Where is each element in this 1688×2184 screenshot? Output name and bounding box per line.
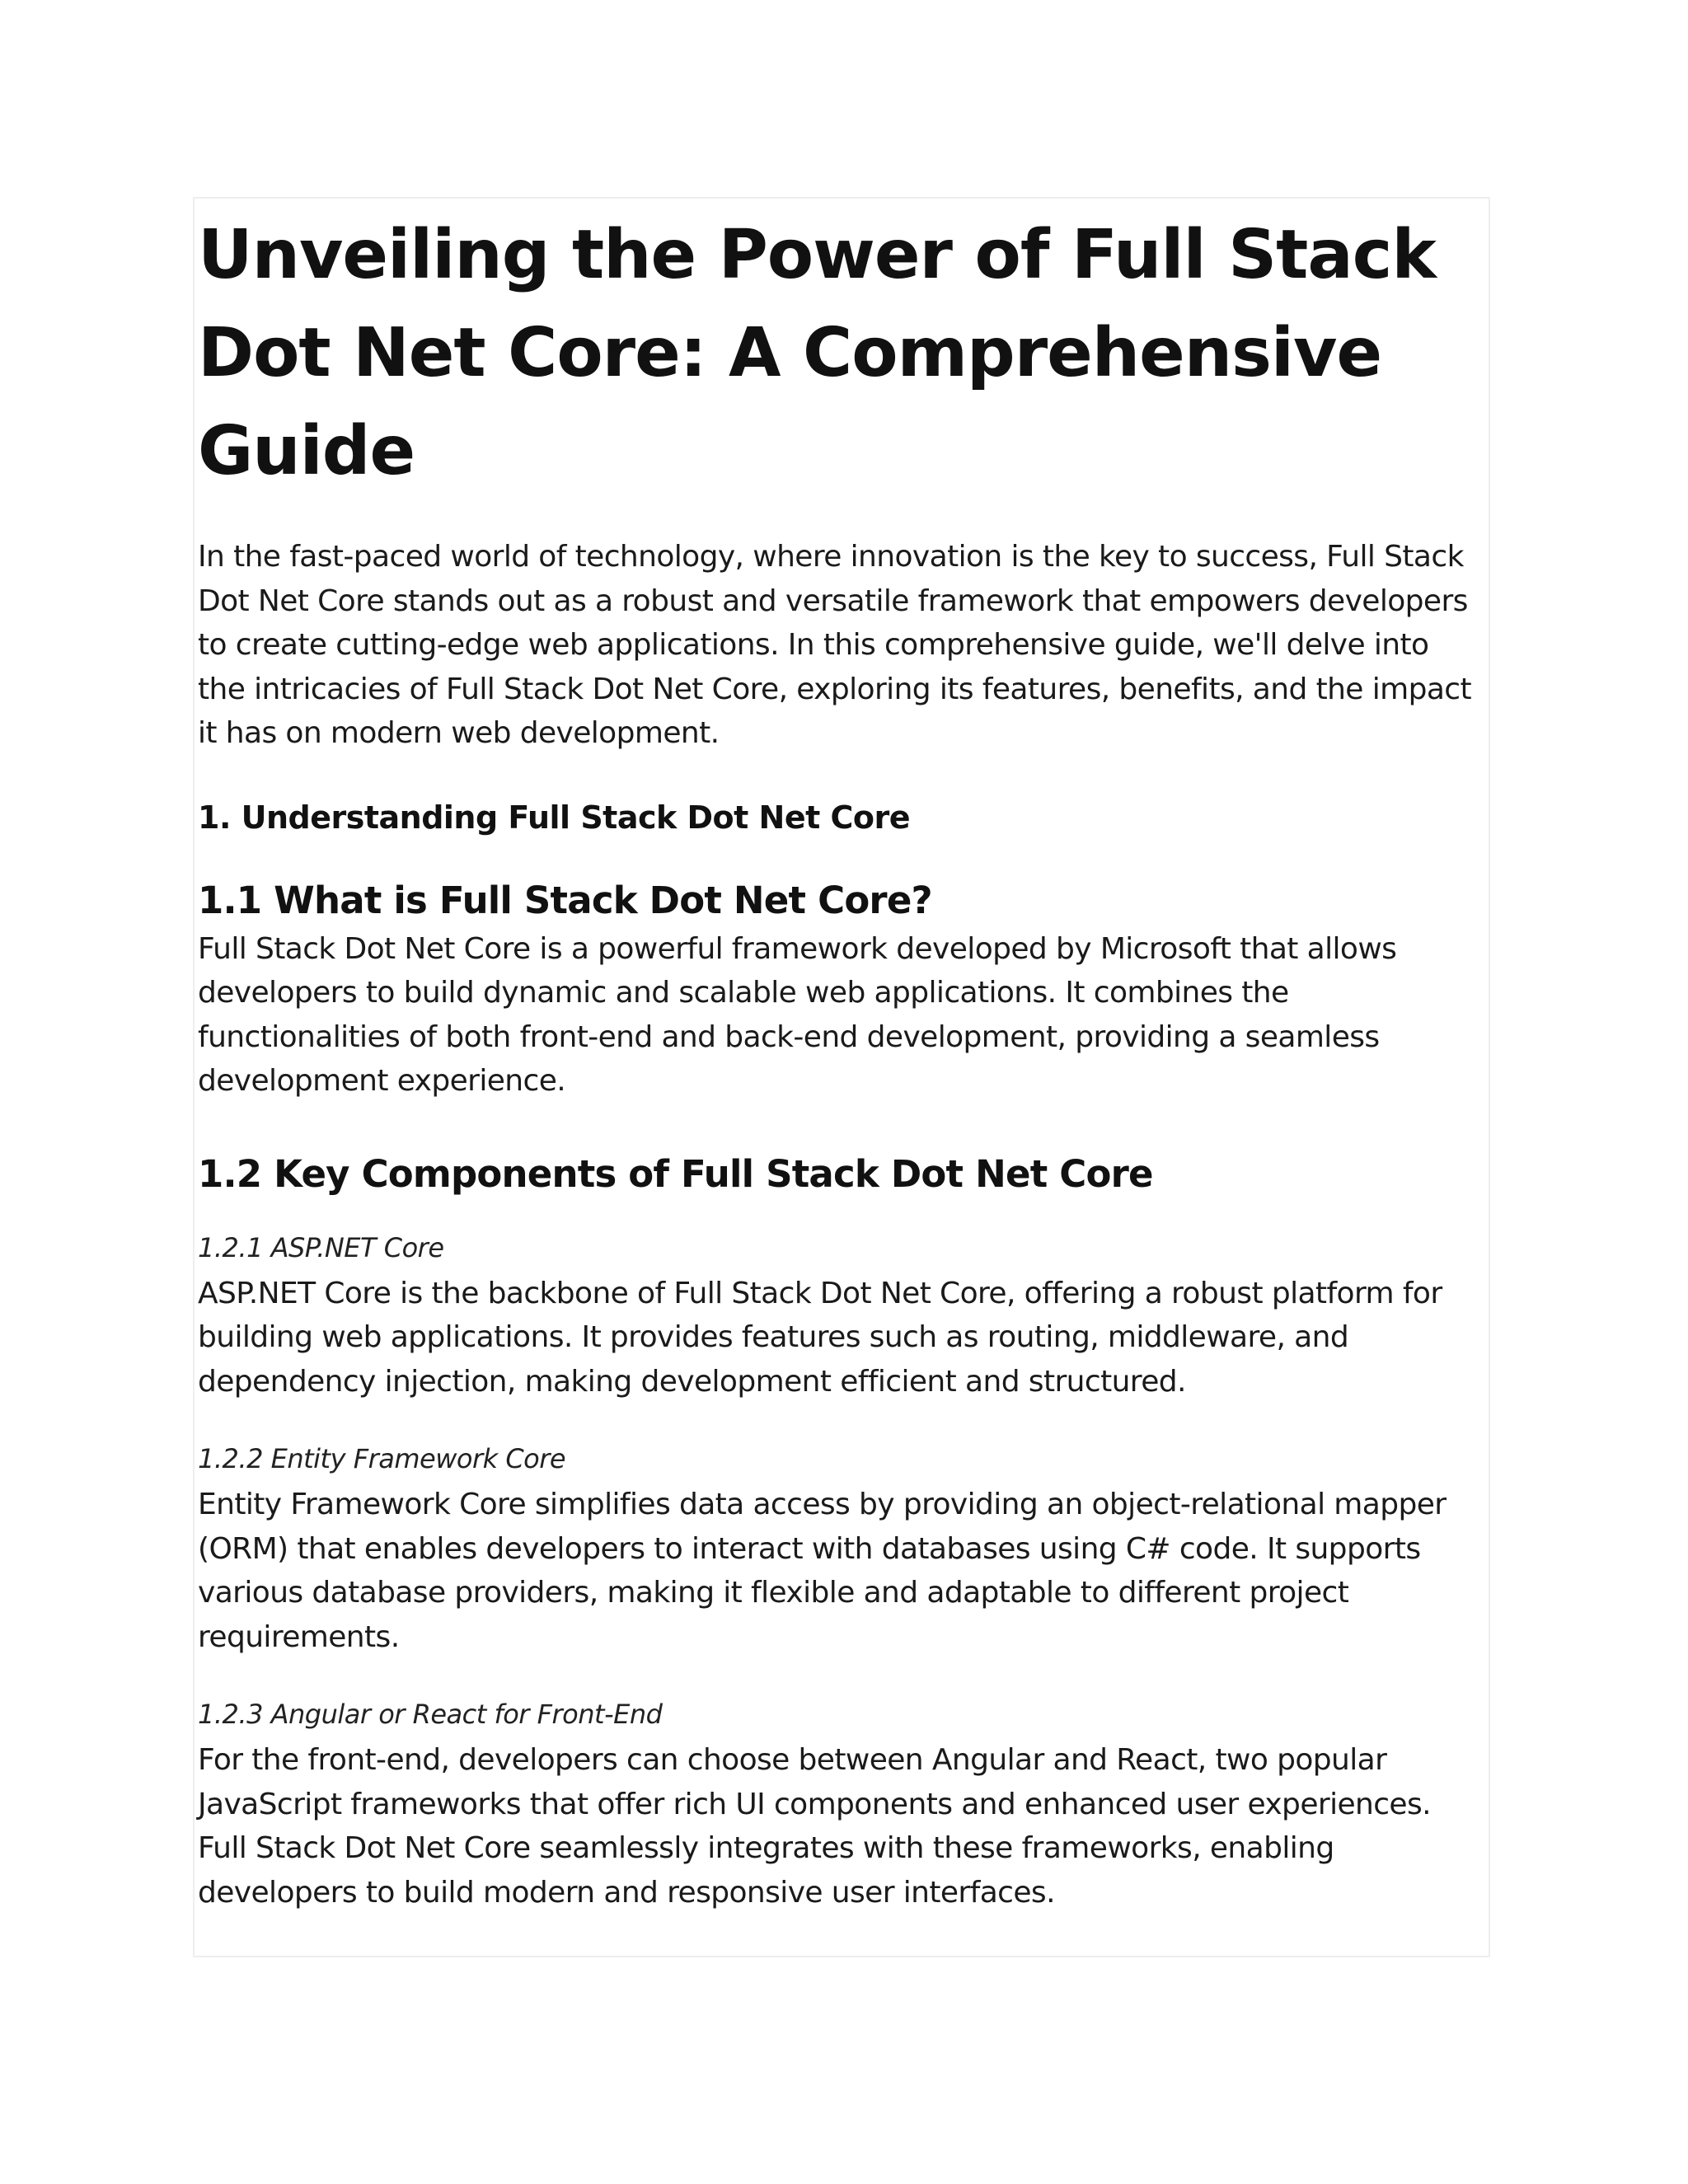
section-1-1-heading: 1.1 What is Full Stack Dot Net Core? [198, 878, 932, 922]
section-1-2-2-body: Entity Framework Core simplifies data access by providing an object-relational mapper (ORM) that enables developers to interact with databases using C# code. It supports various database providers, making it flexible and adaptable to different project requirements. [198, 1488, 1447, 1654]
section-1-2-3-heading: 1.2.3 Angular or React for Front-End [198, 1699, 663, 1730]
section-1-2-1-heading: 1.2.1 ASP.NET Core [198, 1231, 444, 1263]
article-content [198, 206, 1484, 1915]
section-1-2-3-body: For the front-end, developers can choose between Angular and React, two popular JavaScript frameworks that offer rich UI components and enhanced user experiences. Full Stack Dot Net Core seamlessly integrates with these frameworks, enabling developers to build modern and responsive user interfaces. [198, 1743, 1431, 1910]
article-title: Unveiling the Power of Full Stack Dot Net Core: A Comprehensive Guide [198, 216, 1436, 490]
intro-paragraph: In the fast-paced world of technology, where innovation is the key to success, Full Stack Dot Net Core stands out as a robust and versatile framework that empowers developers to create cutting-edge web applications. In this comprehensive guide, we'll delve into the intricacies of Full Stack Dot Net Core, exploring its features, benefits, and the impact it has on modern web development. [198, 540, 1471, 750]
section-1-1-body: Full Stack Dot Net Core is a powerful framework developed by Microsoft that allows developers to build dynamic and scalable web applications. It combines the functionalities of both front-end and back-end development, providing a seamless development experience. [198, 931, 1397, 1098]
section-1-heading: 1. Understanding Full Stack Dot Net Core [198, 799, 911, 836]
section-1-2-heading: 1.2 Key Components of Full Stack Dot Net Core [198, 1151, 1153, 1196]
section-1-2-1-body: ASP.NET Core is the backbone of Full Stack Dot Net Core, offering a robust platform for building web applications. It provides features such as routing, middleware, and dependency injection, making development efficient and structured. [198, 1276, 1442, 1399]
section-1-2-2-heading: 1.2.2 Entity Framework Core [198, 1443, 566, 1474]
